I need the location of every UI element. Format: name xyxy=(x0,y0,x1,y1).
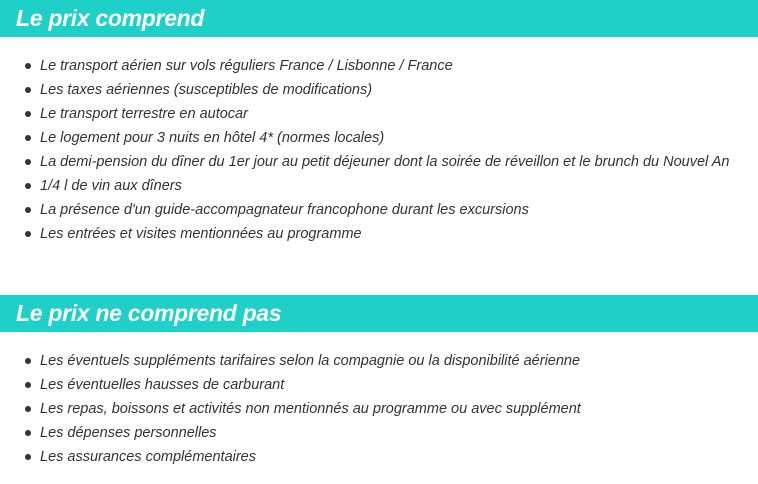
list-item xyxy=(0,373,758,397)
bullet-icon xyxy=(25,183,31,189)
list-item xyxy=(0,102,758,126)
excluded-section xyxy=(0,295,758,469)
list-item xyxy=(0,174,758,198)
bullet-icon xyxy=(25,454,31,460)
list-item xyxy=(0,349,758,373)
bullet-icon xyxy=(25,111,31,117)
bullet-icon xyxy=(25,231,31,237)
list-item xyxy=(0,126,758,150)
list-item-text: Le transport terrestre en autocar xyxy=(40,106,248,122)
list-item xyxy=(0,78,758,102)
list-item-text: Les dépenses personnelles xyxy=(40,425,217,441)
bullet-icon xyxy=(25,382,31,388)
list-item xyxy=(0,445,758,469)
list-item-text: Les repas, boissons et activités non mentionnés au programme ou avec supplément xyxy=(40,401,581,417)
included-title: Le prix comprend xyxy=(16,5,205,31)
list-item-text: Le transport aérien sur vols réguliers France / Lisbonne / France xyxy=(40,58,453,74)
list-item xyxy=(0,54,758,78)
list-item xyxy=(0,150,758,174)
list-item xyxy=(0,421,758,445)
list-item-text: Les assurances complémentaires xyxy=(40,449,256,465)
bullet-icon xyxy=(25,430,31,436)
bullet-icon xyxy=(25,207,31,213)
bullet-icon xyxy=(25,406,31,412)
excluded-header xyxy=(0,295,758,332)
list-item xyxy=(0,222,758,246)
list-item-text: Les éventuels suppléments tarifaires selon la compagnie ou la disponibilité aérienne xyxy=(40,353,581,369)
included-list xyxy=(0,54,758,246)
list-item-text: 1/4 l de vin aux dîners xyxy=(40,178,182,194)
list-item-text: Les éventuelles hausses de carburant xyxy=(40,377,285,393)
included-header xyxy=(0,0,758,37)
excluded-title: Le prix ne comprend pas xyxy=(16,300,282,326)
bullet-icon xyxy=(25,358,31,364)
list-item-text: Le logement pour 3 nuits en hôtel 4* (normes locales) xyxy=(40,130,385,146)
list-item-text: La présence d'un guide-accompagnateur francophone durant les excursions xyxy=(40,202,529,218)
bullet-icon xyxy=(25,87,31,93)
list-item xyxy=(0,397,758,421)
bullet-icon xyxy=(25,135,31,141)
list-item xyxy=(0,198,758,222)
bullet-icon xyxy=(25,63,31,69)
bullet-icon xyxy=(25,159,31,165)
list-item-text: Les taxes aériennes (susceptibles de modifications) xyxy=(40,82,373,98)
list-item-text: La demi-pension du dîner du 1er jour au petit déjeuner dont la soirée de réveillon et le brunch du Nouvel An xyxy=(40,154,730,170)
excluded-list xyxy=(0,349,758,469)
list-item-text: Les entrées et visites mentionnées au programme xyxy=(40,226,362,242)
